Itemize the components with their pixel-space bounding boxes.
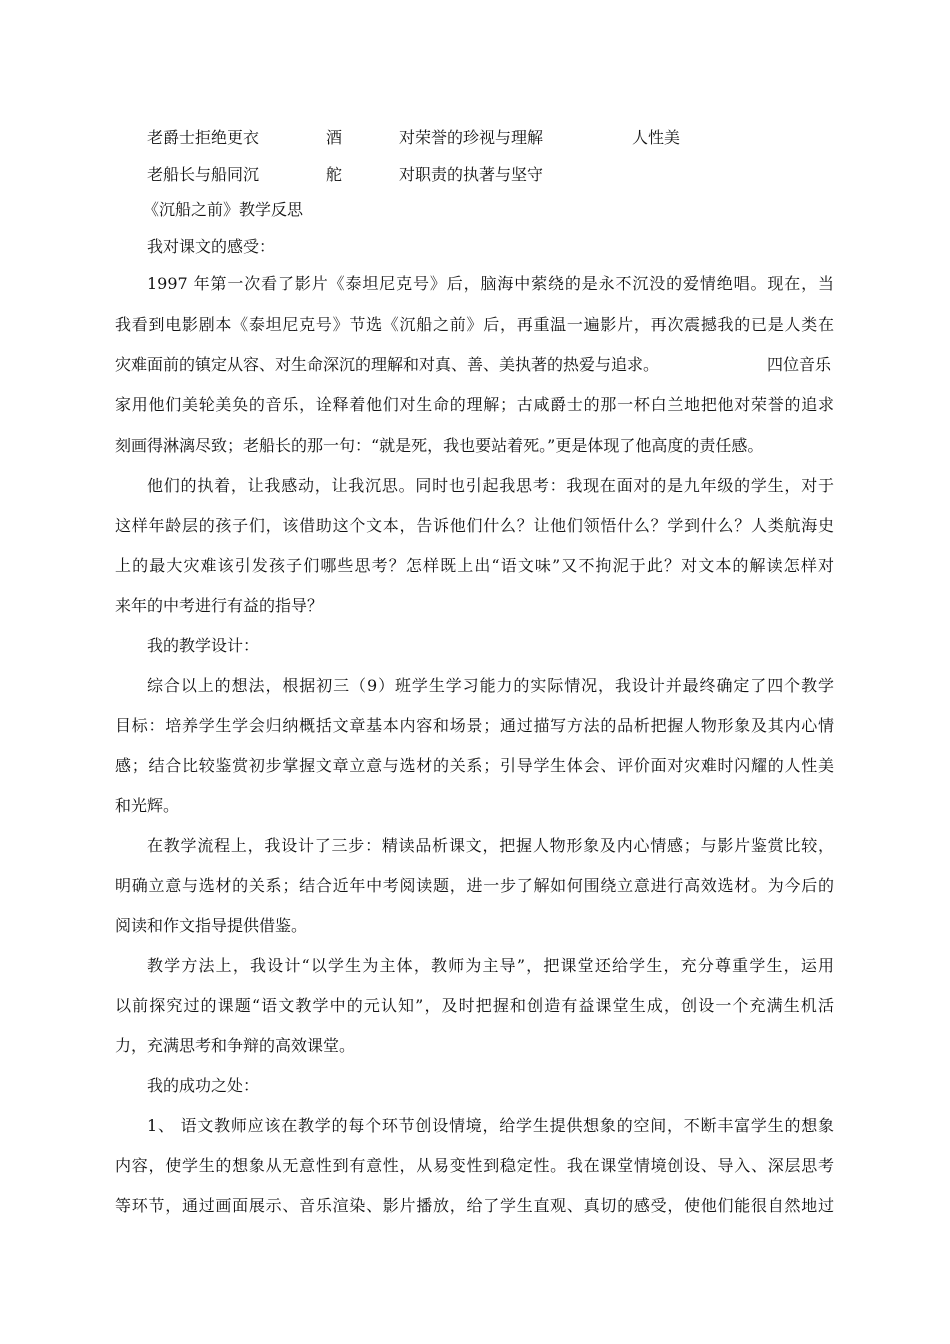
paragraph-line: 家用他们美轮美奂的音乐，诠释着他们对生命的理解；古咸爵士的那一杯白兰地把他对荣誉的追求 (115, 395, 834, 414)
paragraph-line: 1997 年第一次看了影片《泰坦尼克号》后，脑海中萦绕的是永不沉没的爱情绝唱。现在，当 (147, 274, 834, 293)
paragraph-line: 在教学流程上，我设计了三步：精读品析课文，把握人物形象及内心情感；与影片鉴赏比较， (147, 836, 834, 855)
reflection-heading: 《沉船之前》教学反思 (143, 200, 304, 219)
paragraph-line: 灾难面前的镇定从容、对生命深沉的理解和对真、善、美执著的热爱与追求。 (115, 355, 660, 374)
paragraph-line: 教学方法上，我设计“以学生为主体，教师为主导”，把课堂还给学生，充分尊重学生，运用 (147, 956, 834, 975)
row-theme: 人性美 (632, 128, 681, 147)
paragraph-line: 四位音乐 (767, 355, 832, 374)
paragraph-line: 明确立意与选材的关系；结合近年中考阅读题，进一步了解如何围绕立意进行高效选材。为今后的 (115, 876, 834, 895)
success-heading: 我的成功之处： (147, 1076, 260, 1095)
paragraph-line: 目标：培养学生学会归纳概括文章基本内容和场景；通过描写方法的品析把握人物形象及其内心情 (115, 716, 834, 735)
row-meaning: 对职责的执著与坚守 (399, 165, 544, 184)
row-scene: 老船长与船同沉 (147, 165, 260, 184)
paragraph-line: 和光辉。 (115, 796, 180, 815)
paragraph-line: 阅读和作文指导提供借鉴。 (115, 916, 308, 935)
paragraph-line: 刻画得淋漓尽致；老船长的那一句：“就是死，我也要站着死。”更是体现了他高度的责任感。 (115, 436, 764, 455)
design-heading: 我的教学设计： (147, 636, 260, 655)
paragraph-line: 以前探究过的课题“语文教学中的元认知”，及时把握和创造有益课堂生成，创设一个充满生机活 (115, 996, 834, 1015)
paragraph-line: 等环节，通过画面展示、音乐渲染、影片播放，给了学生直观、真切的感受，使他们能很自然地过 (115, 1196, 834, 1215)
paragraph-line: 感；结合比较鉴赏初步掌握文章立意与选材的关系；引导学生体会、评价面对灾难时闪耀的人性美 (115, 756, 834, 775)
row-object: 酒 (326, 128, 343, 147)
feeling-heading: 我对课文的感受： (147, 237, 276, 256)
paragraph-line: 上的最大灾难该引发孩子们哪些思考？怎样既上出“语文味”又不拘泥于此？对文本的解读怎样对 (115, 556, 834, 575)
row-meaning: 对荣誉的珍视与理解 (399, 128, 544, 147)
paragraph-line: 来年的中考进行有益的指导？ (115, 596, 324, 615)
paragraph-line: 他们的执着，让我感动，让我沉思。同时也引起我思考：我现在面对的是九年级的学生，对于 (147, 476, 834, 495)
paragraph-line: 综合以上的想法，根据初三（9）班学生学习能力的实际情况，我设计并最终确定了四个教学 (147, 676, 834, 695)
row-object: 舵 (326, 165, 343, 184)
paragraph-line: 这样年龄层的孩子们，该借助这个文本，告诉他们什么？让他们领悟什么？学到什么？人类航海史 (115, 516, 834, 535)
paragraph-line: 我看到电影剧本《泰坦尼克号》节选《沉船之前》后，再重温一遍影片，再次震撼我的已是人类在 (115, 315, 834, 334)
paragraph-line: 力，充满思考和争辩的高效课堂。 (115, 1036, 356, 1055)
row-scene: 老爵士拒绝更衣 (147, 128, 260, 147)
paragraph-line: 内容，使学生的想象从无意性到有意性，从易变性到稳定性。我在课堂情境创设、导入、深层思考 (115, 1156, 834, 1175)
paragraph-line: 1、 语文教师应该在教学的每个环节创设情境，给学生提供想象的空间，不断丰富学生的想象 (147, 1116, 834, 1135)
